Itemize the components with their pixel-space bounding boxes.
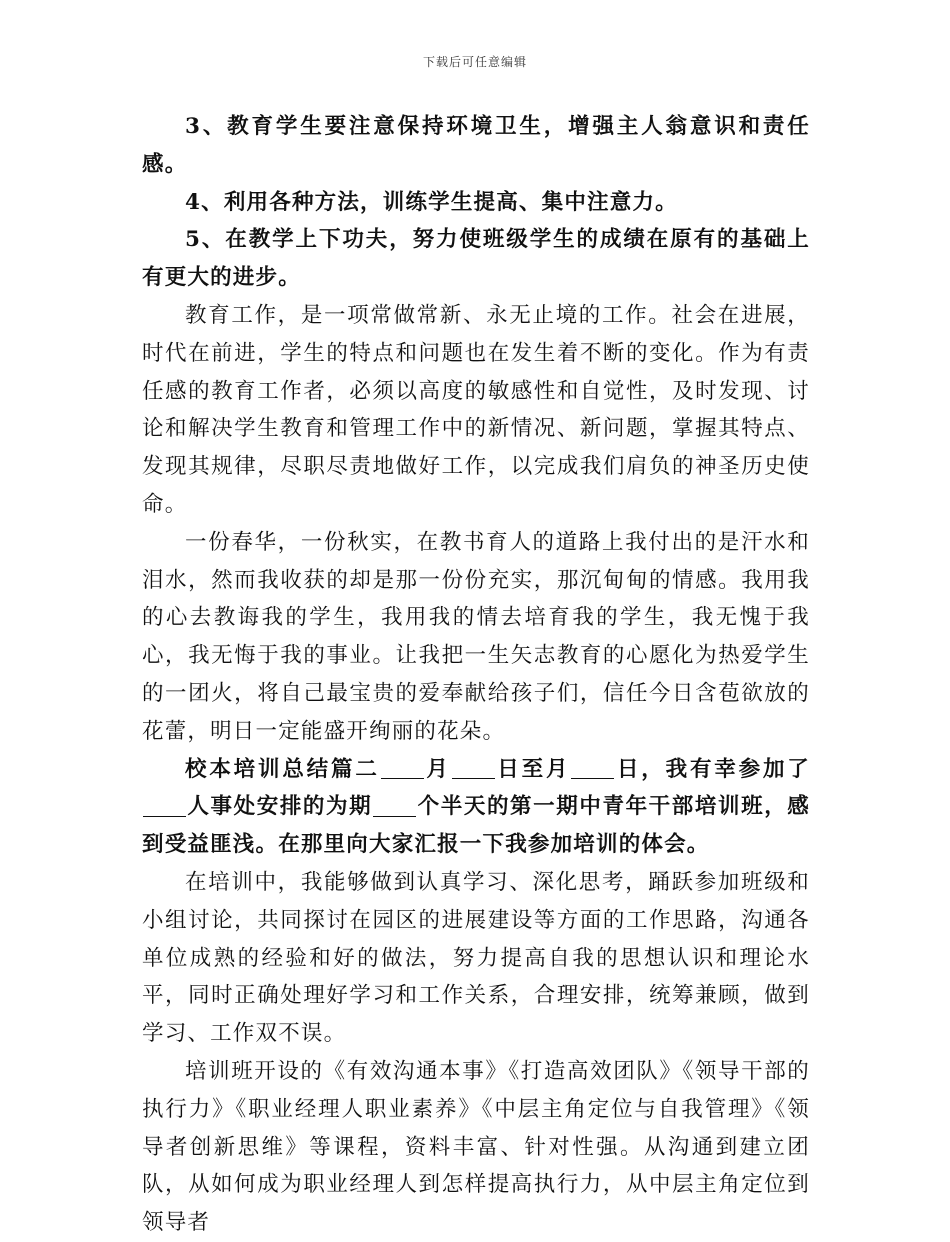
blank-line bbox=[571, 756, 614, 779]
blank-line bbox=[143, 794, 186, 817]
list-item-5: 5、在教学上下功夫，努力使班级学生的成绩在原有的基础上有更大的进步。 bbox=[142, 227, 810, 291]
blank-line bbox=[373, 794, 416, 817]
paragraph-spring-autumn: 一份春华，一份秋实，在教书育人的道路上我付出的是汗水和泪水，然而我收获的却是那一份份充实，那沉甸甸的情感。我用我的心去教诲我的学生，我用我的情去培育我的学生，我无愧于我心，我无悔于我的事业。让我把一生矢志教育的心愿化为热爱学生的一团火，将自己最宝贵的爱奉献给孩子们，信任今日含苞欲放的花蕾，明日一定能盛开绚丽的花朵。 bbox=[142, 529, 810, 744]
list-item-3: 3、教育学生要注意保持环境卫生，增强主人翁意识和责任感。 bbox=[142, 114, 810, 177]
paragraph-courses: 培训班开设的《有效沟通本事》《打造高效团队》《领导干部的执行力》《职业经理人职业素养》《中层主角定位与自我管理》《领导者创新思维》等课程，资料丰富、针对性强。从沟通到建立团队，从如何成为职业经理人到怎样提高执行力，从中层主角定位到领导者 bbox=[142, 1058, 810, 1236]
list-item-4: 4、利用各种方法，训练学生提高、集中注意力。 bbox=[185, 189, 678, 215]
paragraph-education-work: 教育工作，是一项常做常新、永无止境的工作。社会在进展，时代在前进，学生的特点和问题也在发生着不断的变化。作为有责任感的教育工作者，必须以高度的敏感性和自觉性，及时发现、讨论和解决学生教育和管理工作中的新情况、新问题，掌握其特点、发现其规律，尽职尽责地做好工作，以完成我们肩负的神圣历史使命。 bbox=[142, 302, 810, 517]
heading-text-part: 日，我有幸参加了 bbox=[615, 756, 810, 782]
heading-text-part: 日至月 bbox=[495, 756, 571, 782]
document-body bbox=[142, 108, 810, 1242]
heading-text-part: 人事处安排的为期 bbox=[187, 794, 373, 820]
heading-text-part: 个半天的第一期中青年干部培训班，感到受益匪浅。在那里向大家汇报一下我参加培训的体会。 bbox=[142, 794, 810, 858]
heading-text-part: 校本培训总结篇二 bbox=[185, 756, 380, 782]
header-note: 下载后可任意编辑 bbox=[422, 55, 527, 69]
heading-text-part: 月 bbox=[424, 756, 451, 782]
paragraph-training: 在培训中，我能够做到认真学习、深化思考，踊跃参加班级和小组讨论，共同探讨在园区的进展建设等方面的工作思路，沟通各单位成熟的经验和好的做法，努力提高自我的思想认识和理论水平，同时正确处理好学习和工作关系，合理安排，统筹兼顾，做到学习、工作双不误。 bbox=[142, 869, 810, 1047]
section-heading-paragraph bbox=[142, 751, 810, 864]
blank-line bbox=[381, 756, 424, 779]
blank-line bbox=[452, 756, 495, 779]
